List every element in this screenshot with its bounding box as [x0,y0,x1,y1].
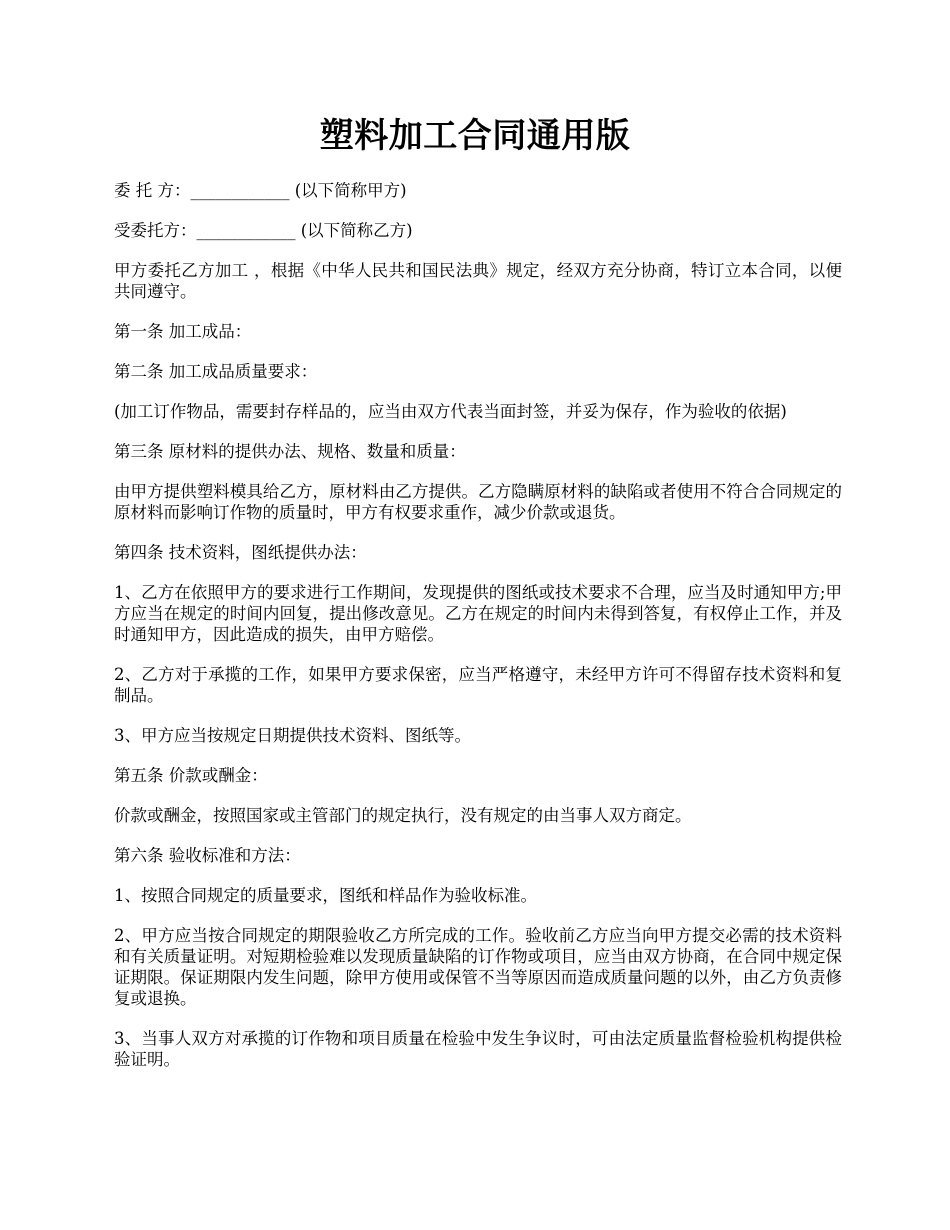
article-4-item-3: 3、甲方应当按规定日期提供技术资料、图纸等。 [114,726,471,745]
article-6-item-1: 1、按照合同规定的质量要求，图纸和样品作为验收标准。 [114,886,537,905]
client-party-line: 委 托 方：____________ (以下简称甲方) [114,181,407,200]
article-5-heading: 第五条 价款或酬金： [114,766,268,785]
preamble-paragraph: 甲方委托乙方加工 ，根据《中华人民共和国民法典》规定，经双方充分协商，特订立本合同，以便共同遵守。 [114,261,842,301]
article-6-item-3: 3、当事人双方对承揽的订作物和项目质量在检验中发生争议时，可由法定质量监督检验机构提供检验证明。 [114,1029,842,1069]
article-4-item-1: 1、乙方在依照甲方的要求进行工作期间，发现提供的图纸或技术要求不合理，应当及时通知甲方;甲方应当在规定的时间内回复，提出修改意见。乙方在规定的时间内未得到答复，有权停止工作，并及时通知甲方，因此造成的损失，由甲方赔偿。 [114,583,842,644]
article-3-body: 由甲方提供塑料模具给乙方，原材料由乙方提供。乙方隐瞒原材料的缺陷或者使用不符合合同规定的原材料而影响订作物的质量时，甲方有权要求重作，减少价款或退货。 [114,482,842,522]
article-4-item-2: 2、乙方对于承揽的工作，如果甲方要求保密，应当严格遵守，未经甲方许可不得留存技术资料和复制品。 [114,665,842,705]
article-6-item-2: 2、甲方应当按合同规定的期限验收乙方所完成的工作。验收前乙方应当向甲方提交必需的技术资料和有关质量证明。对短期检验难以发现质量缺陷的订作物或项目，应当由双方协商，在合同中规定保证期限。保证期限内发生问题，除甲方使用或保管不当等原因而造成质量问题的以外，由乙方负责修复或退换。 [114,926,842,1008]
article-6-heading: 第六条 验收标准和方法： [114,846,301,865]
article-2-note: (加工订作物品，需要封存样品的，应当由双方代表当面封签，并妥为保存，作为验收的依据) [114,402,787,421]
article-5-body: 价款或酬金，按照国家或主管部门的规定执行，没有规定的由当事人双方商定。 [114,806,692,825]
article-4-heading: 第四条 技术资料，图纸提供办法： [114,543,367,562]
article-1-heading: 第一条 加工成品： [114,322,252,341]
contractor-party-line: 受委托方：____________ (以下简称乙方) [114,221,413,240]
document-title: 塑料加工合同通用版 [319,116,631,156]
document-body [114,180,842,1089]
article-3-heading: 第三条 原材料的提供办法、规格、数量和质量： [114,442,466,461]
article-2-heading: 第二条 加工成品质量要求： [114,362,318,381]
